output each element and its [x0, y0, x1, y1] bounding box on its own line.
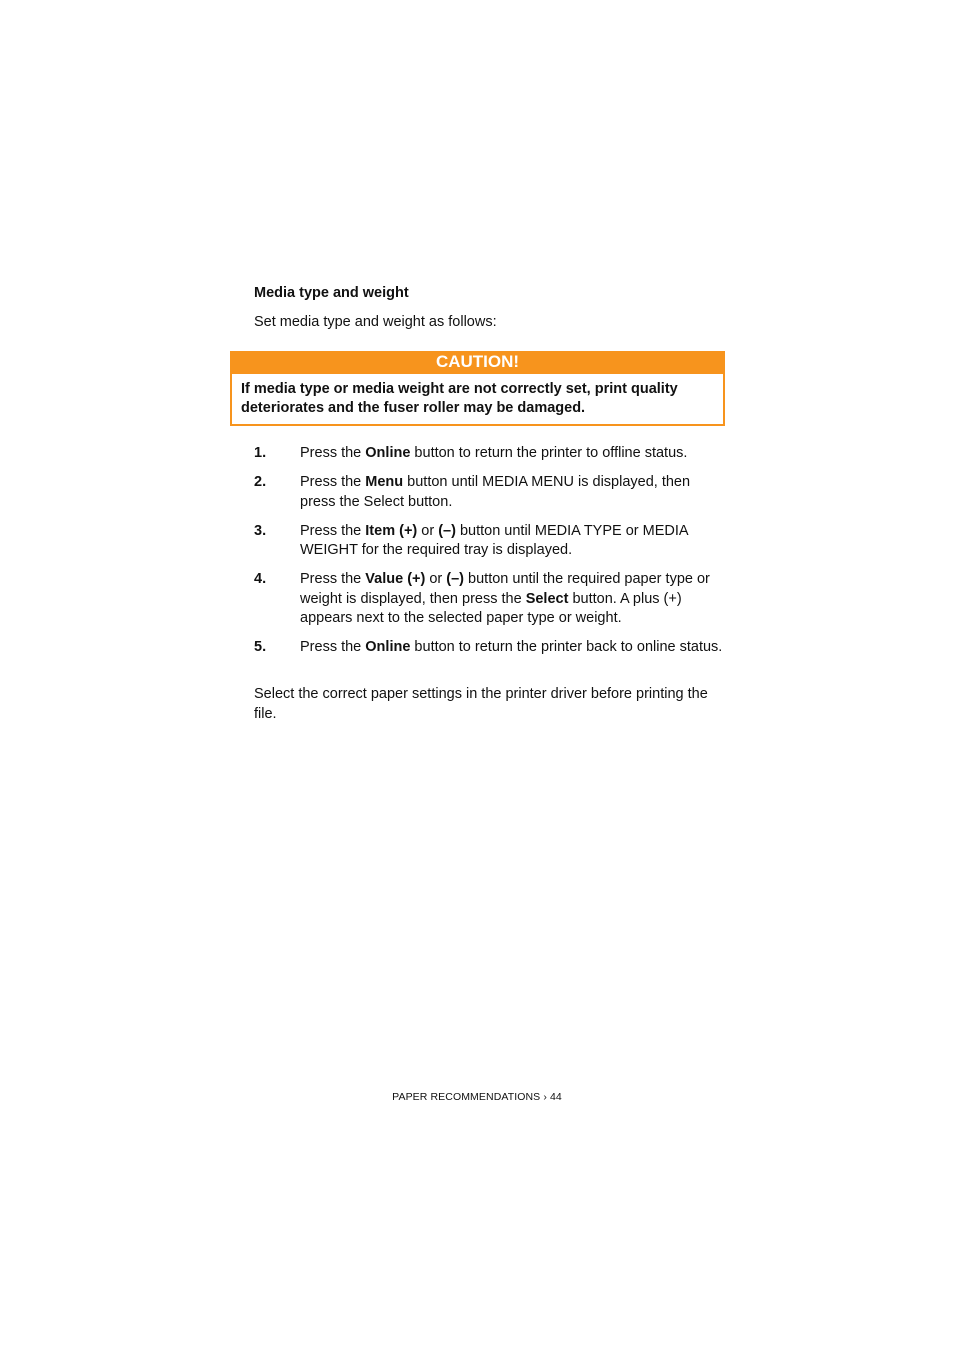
- step-number: 3.: [254, 522, 267, 539]
- step-number: 5.: [254, 639, 267, 655]
- closing-text: Select the correct paper settings in the printer driver before printing the file.: [254, 686, 708, 722]
- intro-text: Set media type and weight as follows:: [254, 314, 497, 330]
- step-text: [300, 570, 724, 629]
- step-text-part: Press the: [300, 571, 366, 587]
- value-plus-button-name: Value (+): [365, 571, 426, 587]
- footer-separator: ›: [543, 1091, 547, 1103]
- list-item: [254, 638, 724, 658]
- list-item: [254, 522, 724, 561]
- caution-label: CAUTION!: [230, 351, 725, 374]
- step-text-part: or: [425, 571, 447, 587]
- step-text-part: button. A plus (+) appears next to the selected paper type or weight.: [300, 590, 682, 626]
- steps-list: [254, 444, 724, 667]
- step-text: [300, 444, 724, 464]
- caution-line-1: If media type or media weight are not correctly set, print quality: [241, 381, 678, 397]
- minus-button-name: (–): [446, 571, 465, 587]
- step-text-part: button until the required paper type or weight is displayed, then press the: [300, 571, 710, 607]
- caution-text: [232, 374, 723, 418]
- caution-line-2: deteriorates and the fuser roller may be damaged.: [241, 400, 586, 416]
- menu-button-name: Menu: [365, 474, 404, 490]
- online-button-name: Online: [365, 639, 411, 655]
- step-text-part: or: [417, 522, 439, 539]
- footer-section: PAPER RECOMMENDATIONS: [392, 1091, 541, 1103]
- section-heading: Media type and weight: [254, 285, 409, 301]
- select-button-name: Select: [525, 590, 569, 607]
- step-number: 2.: [254, 474, 267, 490]
- step-text-part: Press the: [300, 639, 366, 655]
- step-text-part: Press the: [300, 445, 366, 461]
- step-text: [300, 522, 724, 561]
- list-item: [254, 444, 724, 464]
- item-plus-button-name: Item (+): [365, 522, 418, 539]
- step-text: [300, 638, 724, 658]
- step-text-part: Press the: [300, 522, 366, 539]
- step-text-part: button until MEDIA TYPE or MEDIA WEIGHT for the required tray is displayed.: [300, 522, 688, 558]
- step-number: 1.: [254, 445, 267, 461]
- step-text-part: button to return the printer back to online status.: [410, 639, 723, 655]
- step-text-part: button until MEDIA MENU is displayed, then press the Select button.: [300, 474, 691, 510]
- step-text-part: button to return the printer to offline status.: [410, 445, 688, 461]
- page-footer: [0, 1090, 954, 1104]
- minus-button-name: (–): [438, 522, 456, 539]
- online-button-name: Online: [365, 445, 411, 461]
- page-number: 44: [549, 1091, 562, 1103]
- step-number: 4.: [254, 571, 267, 587]
- step-text: [300, 473, 724, 512]
- caution-box: [230, 351, 725, 426]
- list-item: [254, 570, 724, 629]
- step-text-part: Press the: [300, 474, 366, 490]
- list-item: [254, 473, 724, 512]
